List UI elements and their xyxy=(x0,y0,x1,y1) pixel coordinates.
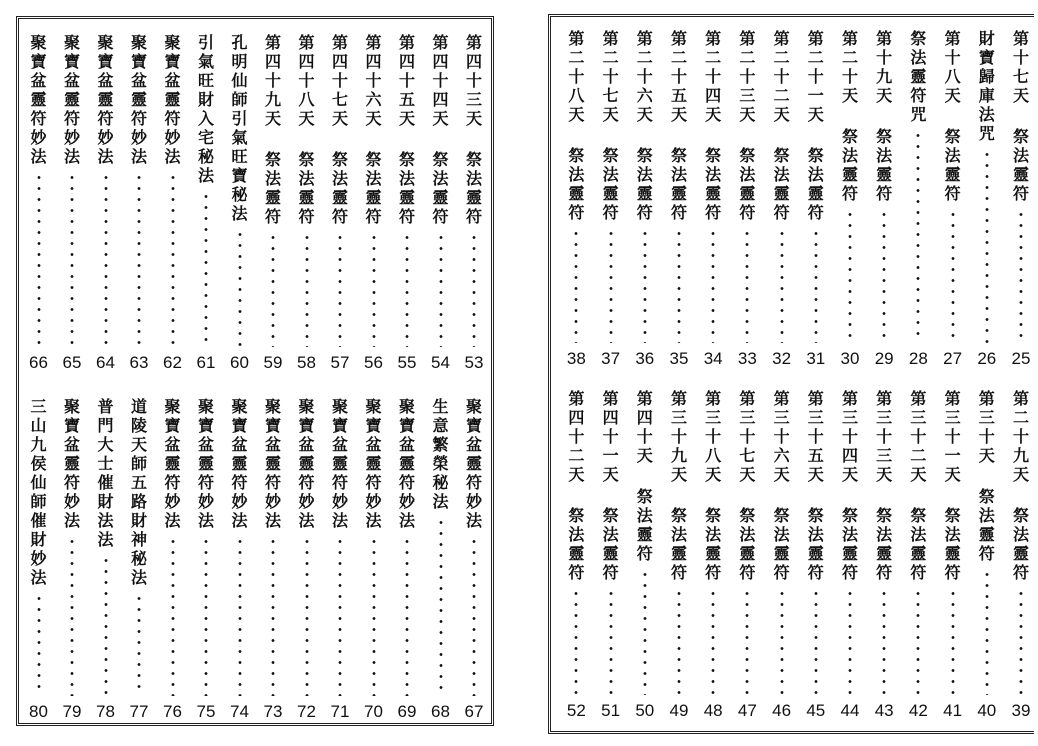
entry-text: 祭 法 靈 符 xyxy=(568,506,585,582)
page-number: 65 xyxy=(62,353,82,372)
dot-leader xyxy=(951,588,955,695)
entry-title: 第 二 十 九 天 xyxy=(1012,389,1029,484)
dot-leader xyxy=(171,536,175,696)
entry-text: 聚 寶 盆 靈 符 妙 法 xyxy=(365,397,382,530)
dot-leader xyxy=(985,569,989,695)
page-number: 64 xyxy=(96,353,115,372)
dot-leader xyxy=(916,130,920,343)
dot-leader xyxy=(574,588,578,695)
entry-title: 第 四 十 八 天 xyxy=(298,33,315,128)
dot-leader xyxy=(951,209,955,343)
entry-title: 第 十 七 天 xyxy=(1012,29,1029,105)
entry-text: 道 陵 天 師 五 路 財 神 秘 法 xyxy=(130,397,147,587)
page-number: 77 xyxy=(129,702,149,721)
entry-title: 第 三 十 九 天 xyxy=(670,389,687,484)
page-number: 59 xyxy=(263,353,283,372)
toc-entry[interactable] xyxy=(258,397,288,722)
entry-text: 聚 寶 盆 靈 符 妙 法 xyxy=(164,33,181,166)
entry-title: 第 四 十 四 天 xyxy=(432,33,449,128)
entry-text: 祭 法 靈 符 xyxy=(670,506,687,582)
toc-entry[interactable] xyxy=(869,29,899,369)
toc-entry[interactable] xyxy=(732,389,762,721)
entry-text: 祭 法 靈 符 xyxy=(568,146,585,222)
entry-title: 第 三 十 天 xyxy=(978,389,995,465)
toc-entry[interactable] xyxy=(292,33,322,373)
entry-text: 祭 法 靈 符 xyxy=(705,506,722,582)
page-number: 54 xyxy=(431,353,450,372)
page-number: 34 xyxy=(703,349,723,368)
page-number: 71 xyxy=(330,702,350,721)
page-number: 53 xyxy=(464,353,484,372)
page-number: 78 xyxy=(96,702,115,721)
toc-entry[interactable] xyxy=(57,397,87,722)
page-number: 58 xyxy=(297,353,316,372)
entry-title: 第 二 十 一 天 xyxy=(807,29,824,124)
entry-text: 聚 寶 盆 靈 符 妙 法 xyxy=(197,397,214,530)
entry-title: 第 四 十 六 天 xyxy=(365,33,382,128)
page-number: 46 xyxy=(772,701,792,720)
toc-entry[interactable] xyxy=(698,29,728,369)
dot-leader xyxy=(439,517,443,696)
dot-leader xyxy=(882,588,886,695)
dot-leader xyxy=(372,232,376,347)
entry-text: 聚 寶 盆 靈 符 妙 法 xyxy=(63,397,80,530)
dot-leader xyxy=(104,172,108,347)
entry-text: 祭 法 靈 符 xyxy=(876,127,893,203)
page-number: 47 xyxy=(737,701,757,720)
left-page xyxy=(16,16,494,726)
toc-entry[interactable] xyxy=(869,389,899,721)
dot-leader xyxy=(472,232,476,347)
toc-entry[interactable] xyxy=(124,397,154,722)
page-number: 30 xyxy=(840,349,860,368)
entry-text: 祭 法 靈 符 xyxy=(636,146,653,222)
toc-entry[interactable] xyxy=(225,397,255,722)
page-number: 73 xyxy=(263,702,283,721)
toc-entry[interactable] xyxy=(426,397,456,722)
dot-leader xyxy=(711,588,715,695)
page-number: 37 xyxy=(601,349,621,368)
entry-text: 三 山 九 侯 仙 師 催 財 妙 法 xyxy=(30,397,47,587)
dot-leader xyxy=(405,536,409,696)
page-number: 62 xyxy=(163,353,182,372)
entry-text: 聚 寶 盆 靈 符 妙 法 xyxy=(231,397,248,530)
entry-title: 第 二 十 天 xyxy=(841,29,858,105)
entry-text: 祭 法 靈 符 xyxy=(910,506,927,582)
entry-title: 第 三 十 六 天 xyxy=(773,389,790,484)
toc-entry[interactable] xyxy=(292,397,322,722)
entry-text: 祭 法 靈 符 xyxy=(298,150,315,226)
entry-text: 祭 法 靈 符 xyxy=(739,506,756,582)
entry-text: 祭 法 靈 符 xyxy=(876,506,893,582)
entry-text: 祭 法 靈 符 xyxy=(841,127,858,203)
toc-entry[interactable] xyxy=(24,397,54,722)
entry-text: 祭 法 靈 符 xyxy=(602,506,619,582)
page-number: 55 xyxy=(397,353,417,372)
entry-text: 財 寶 歸 庫 法 咒 xyxy=(978,29,995,143)
page-number: 67 xyxy=(464,702,484,721)
toc-entry[interactable] xyxy=(664,389,694,721)
toc-entry[interactable] xyxy=(835,389,865,721)
dot-leader xyxy=(677,588,681,695)
entry-text: 祭 法 靈 符 xyxy=(807,146,824,222)
page-number: 32 xyxy=(772,349,792,368)
entry-title: 第 二 十 七 天 xyxy=(602,29,619,124)
toc-entry[interactable] xyxy=(664,29,694,369)
toc-entry[interactable] xyxy=(835,29,865,369)
entry-title: 第 三 十 八 天 xyxy=(705,389,722,484)
page-number: 61 xyxy=(196,353,216,372)
page-number: 39 xyxy=(1011,701,1031,720)
toc-entry[interactable] xyxy=(158,33,188,373)
toc-entry[interactable] xyxy=(124,33,154,373)
dot-leader xyxy=(70,536,74,696)
toc-top-block xyxy=(551,29,1034,369)
dot-leader xyxy=(711,228,715,343)
toc-bottom-block xyxy=(551,389,1034,721)
page-number: 48 xyxy=(703,701,723,720)
toc-entry[interactable] xyxy=(630,29,660,369)
page-number: 36 xyxy=(635,349,655,368)
page-number: 66 xyxy=(29,353,48,372)
toc-entry[interactable] xyxy=(903,29,933,369)
entry-text: 聚 寶 盆 靈 符 妙 法 xyxy=(97,33,114,166)
toc-entry[interactable] xyxy=(392,397,422,722)
entry-title: 第 二 十 三 天 xyxy=(739,29,756,124)
dot-leader xyxy=(70,172,74,347)
entry-text: 聚 寶 盆 靈 符 妙 法 xyxy=(465,397,482,530)
entry-title: 第 二 十 六 天 xyxy=(636,29,653,124)
entry-title: 第 四 十 七 天 xyxy=(331,33,348,128)
toc-entry[interactable] xyxy=(392,33,422,373)
dot-leader xyxy=(643,228,647,343)
entry-text: 祭 法 靈 符 xyxy=(841,506,858,582)
dot-leader xyxy=(238,536,242,696)
page-number: 74 xyxy=(230,702,249,721)
entry-text: 祭 法 靈 符 xyxy=(432,150,449,226)
dot-leader xyxy=(643,569,647,695)
page-number: 63 xyxy=(129,353,149,372)
toc-entry[interactable] xyxy=(57,33,87,373)
toc-entry[interactable] xyxy=(359,33,389,373)
page-number: 40 xyxy=(977,701,997,720)
entry-text: 聚 寶 盆 靈 符 妙 法 xyxy=(30,33,47,166)
page-number: 80 xyxy=(29,702,48,721)
entry-text: 聚 寶 盆 靈 符 妙 法 xyxy=(164,397,181,530)
dot-leader xyxy=(1019,588,1023,695)
entry-text: 引 氣 旺 財 入 宅 秘 法 xyxy=(197,33,214,185)
entry-text: 祭 法 靈 符 xyxy=(978,487,995,563)
entry-text: 普 門 大 士 催 財 法 法 xyxy=(97,397,114,549)
toc-entry[interactable] xyxy=(698,389,728,721)
toc-entry[interactable] xyxy=(903,389,933,721)
page-number: 41 xyxy=(943,701,963,720)
dot-leader xyxy=(814,588,818,695)
toc-entry[interactable] xyxy=(158,397,188,722)
entry-text: 祭 法 靈 符 咒 xyxy=(910,29,927,124)
entry-text: 孔 明 仙 師 引 氣 旺 寶 秘 法 xyxy=(231,33,248,223)
entry-title: 第 四 十 五 天 xyxy=(398,33,415,128)
entry-text: 祭 法 靈 符 xyxy=(331,150,348,226)
toc-entry[interactable] xyxy=(325,33,355,373)
dot-leader xyxy=(37,593,41,696)
page-number: 57 xyxy=(330,353,350,372)
entry-text: 聚 寶 盆 靈 符 妙 法 xyxy=(298,397,315,530)
toc-entry[interactable] xyxy=(24,33,54,373)
entry-title: 第 三 十 三 天 xyxy=(876,389,893,484)
dot-leader xyxy=(271,536,275,696)
page-number: 56 xyxy=(364,353,383,372)
page-number: 33 xyxy=(737,349,757,368)
dot-leader xyxy=(609,588,613,695)
dot-leader xyxy=(137,172,141,347)
entry-text: 祭 法 靈 符 xyxy=(670,146,687,222)
entry-text: 祭 法 靈 符 xyxy=(264,150,281,226)
entry-title: 第 三 十 五 天 xyxy=(807,389,824,484)
dot-leader xyxy=(745,228,749,343)
toc-entry[interactable] xyxy=(459,33,489,373)
toc-entry[interactable] xyxy=(596,389,626,721)
entry-text: 祭 法 靈 符 xyxy=(944,506,961,582)
dot-leader xyxy=(814,228,818,343)
toc-entry[interactable] xyxy=(561,29,591,369)
toc-entry[interactable] xyxy=(191,397,221,722)
page-number: 44 xyxy=(840,701,860,720)
toc-entry[interactable] xyxy=(938,389,968,721)
entry-title: 第 三 十 一 天 xyxy=(944,389,961,484)
page-number: 60 xyxy=(230,353,249,372)
entry-text: 祭 法 靈 符 xyxy=(465,150,482,226)
entry-title: 第 二 十 二 天 xyxy=(773,29,790,124)
toc-entry[interactable] xyxy=(1006,29,1036,369)
dot-leader xyxy=(204,536,208,696)
dot-leader xyxy=(745,588,749,695)
page-number: 51 xyxy=(601,701,621,720)
entry-text: 聚 寶 盆 靈 符 妙 法 xyxy=(398,397,415,530)
page-number: 25 xyxy=(1011,349,1031,368)
toc-bottom-block xyxy=(19,397,491,722)
dot-leader xyxy=(137,593,141,696)
dot-leader xyxy=(882,209,886,343)
entry-text: 祭 法 靈 符 xyxy=(636,487,653,563)
toc-entry[interactable] xyxy=(459,397,489,722)
entry-text: 祭 法 靈 符 xyxy=(705,146,722,222)
toc-entry[interactable] xyxy=(801,29,831,369)
entry-title: 第 二 十 八 天 xyxy=(568,29,585,124)
entry-title: 第 十 八 天 xyxy=(944,29,961,105)
right-page xyxy=(548,14,1034,734)
page-number: 42 xyxy=(908,701,928,720)
toc-entry[interactable] xyxy=(91,397,121,722)
toc-entry[interactable] xyxy=(630,389,660,721)
dot-leader xyxy=(372,536,376,696)
entry-text: 祭 法 靈 符 xyxy=(365,150,382,226)
toc-entry[interactable] xyxy=(359,397,389,722)
toc-entry[interactable] xyxy=(732,29,762,369)
page-number: 43 xyxy=(874,701,894,720)
entry-title: 第 四 十 三 天 xyxy=(465,33,482,128)
dot-leader xyxy=(780,588,784,695)
dot-leader xyxy=(848,209,852,343)
entry-title: 第 十 九 天 xyxy=(876,29,893,105)
entry-text: 祭 法 靈 符 xyxy=(1012,127,1029,203)
toc-entry[interactable] xyxy=(426,33,456,373)
entry-title: 第 三 十 四 天 xyxy=(841,389,858,484)
page-number: 45 xyxy=(806,701,826,720)
entry-text: 祭 法 靈 符 xyxy=(773,146,790,222)
dot-leader xyxy=(609,228,613,343)
entry-title: 第 四 十 九 天 xyxy=(264,33,281,128)
toc-entry[interactable] xyxy=(972,29,1002,369)
page-number: 31 xyxy=(806,349,826,368)
entry-title: 第 四 十 一 天 xyxy=(602,389,619,484)
dot-leader xyxy=(171,172,175,347)
toc-entry[interactable] xyxy=(938,29,968,369)
toc-entry[interactable] xyxy=(767,389,797,721)
dot-leader xyxy=(37,172,41,347)
dot-leader xyxy=(238,229,242,347)
page-number: 27 xyxy=(943,349,963,368)
dot-leader xyxy=(305,536,309,696)
page-number: 75 xyxy=(196,702,216,721)
page-number: 69 xyxy=(397,702,417,721)
entry-title: 第 四 十 二 天 xyxy=(568,389,585,484)
dot-leader xyxy=(338,536,342,696)
entry-text: 祭 法 靈 符 xyxy=(773,506,790,582)
entry-text: 聚 寶 盆 靈 符 妙 法 xyxy=(331,397,348,530)
toc-entry[interactable] xyxy=(596,29,626,369)
toc-entry[interactable] xyxy=(225,33,255,373)
page-number: 70 xyxy=(364,702,383,721)
toc-entry[interactable] xyxy=(258,33,288,373)
page-number: 52 xyxy=(566,701,586,720)
dot-leader xyxy=(1019,209,1023,343)
entry-text: 生 意 繁 榮 秘 法 xyxy=(432,397,449,511)
dot-leader xyxy=(916,588,920,695)
entry-text: 祭 法 靈 符 xyxy=(398,150,415,226)
entry-text: 祭 法 靈 符 xyxy=(944,127,961,203)
toc-entry[interactable] xyxy=(325,397,355,722)
toc-entry[interactable] xyxy=(1006,389,1036,721)
page-number: 26 xyxy=(977,349,997,368)
dot-leader xyxy=(305,232,309,347)
toc-entry[interactable] xyxy=(972,389,1002,721)
entry-title: 第 四 十 天 xyxy=(636,389,653,465)
dot-leader xyxy=(677,228,681,343)
toc-entry[interactable] xyxy=(561,389,591,721)
page-number: 79 xyxy=(62,702,82,721)
entry-text: 聚 寶 盆 靈 符 妙 法 xyxy=(130,33,147,166)
toc-entry[interactable] xyxy=(91,33,121,373)
page-number: 50 xyxy=(635,701,655,720)
entry-title: 第 三 十 七 天 xyxy=(739,389,756,484)
dot-leader xyxy=(780,228,784,343)
entry-title: 第 二 十 五 天 xyxy=(670,29,687,124)
toc-top-block xyxy=(19,33,491,373)
dot-leader xyxy=(848,588,852,695)
page-number: 35 xyxy=(669,349,689,368)
dot-leader xyxy=(439,232,443,347)
toc-entry[interactable] xyxy=(191,33,221,373)
dot-leader xyxy=(204,191,208,347)
toc-entry[interactable] xyxy=(767,29,797,369)
entry-title: 第 三 十 二 天 xyxy=(910,389,927,484)
entry-text: 聚 寶 盆 靈 符 妙 法 xyxy=(264,397,281,530)
entry-text: 祭 法 靈 符 xyxy=(739,146,756,222)
entry-text: 聚 寶 盆 靈 符 妙 法 xyxy=(63,33,80,166)
page-number: 68 xyxy=(431,702,450,721)
page-number: 76 xyxy=(163,702,182,721)
page-number: 72 xyxy=(297,702,316,721)
dot-leader xyxy=(472,536,476,696)
entry-text: 祭 法 靈 符 xyxy=(807,506,824,582)
entry-title: 第 二 十 四 天 xyxy=(705,29,722,124)
entry-text: 祭 法 靈 符 xyxy=(602,146,619,222)
page-number: 28 xyxy=(908,349,928,368)
page-number: 29 xyxy=(874,349,894,368)
dot-leader xyxy=(985,149,989,343)
dot-leader xyxy=(574,228,578,343)
dot-leader xyxy=(338,232,342,347)
dot-leader xyxy=(405,232,409,347)
page-number: 49 xyxy=(669,701,689,720)
entry-text: 祭 法 靈 符 xyxy=(1012,506,1029,582)
dot-leader xyxy=(271,232,275,347)
dot-leader xyxy=(104,555,108,696)
page-number: 38 xyxy=(566,349,586,368)
toc-entry[interactable] xyxy=(801,389,831,721)
